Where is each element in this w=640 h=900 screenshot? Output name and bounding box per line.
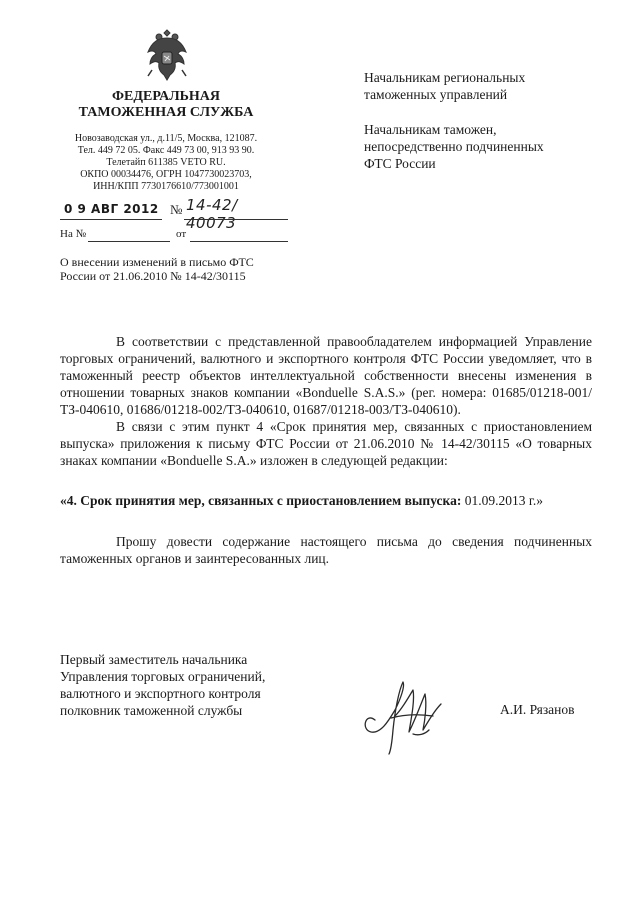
position-line: Управления торговых ограничений, xyxy=(60,669,266,684)
reference-row xyxy=(60,228,290,246)
reference-number-label: На № xyxy=(60,228,87,240)
sender-organization xyxy=(62,89,270,121)
outgoing-registration xyxy=(60,196,290,232)
letter-subject xyxy=(60,255,300,283)
recipient-line: непосредственно подчиненных xyxy=(364,139,544,154)
number-underline xyxy=(184,219,288,220)
recipient-group xyxy=(364,69,614,103)
recipient-line: таможенных управлений xyxy=(364,87,508,102)
recipient-line: Начальникам региональных xyxy=(364,70,526,85)
position-line: полковник таможенной службы xyxy=(60,703,243,718)
address-line: Тел. 449 72 05. Факс 449 73 00, 913 93 90. xyxy=(77,145,255,156)
recipients xyxy=(364,69,614,190)
signatory-position xyxy=(60,651,320,719)
date-underline xyxy=(60,219,162,220)
amended-clause-title: «4. Срок принятия мер, связанных с приостановлением выпуска: xyxy=(60,493,462,508)
address-line: ИНН/КПП 7730176610/773001001 xyxy=(93,181,239,192)
outgoing-date-stamp: 0 9 АВГ 2012 xyxy=(64,202,159,216)
subject-line: России от 21.06.2010 № 14-42/30115 xyxy=(60,269,246,283)
recipient-line: Начальникам таможен, xyxy=(364,122,497,137)
address-line: ОКПО 00034476, ОГРН 1047730023703, xyxy=(80,169,252,180)
reference-date-blank xyxy=(190,241,288,242)
outgoing-number: 14-42/ 40073 xyxy=(186,196,238,232)
reference-number-blank xyxy=(88,241,170,242)
recipient-line: ФТС России xyxy=(364,156,436,171)
org-line-1: ФЕДЕРАЛЬНАЯ xyxy=(111,89,220,104)
letter-body xyxy=(60,333,592,567)
subject-line: О внесении изменений в письмо ФТС xyxy=(60,255,254,269)
recipient-group xyxy=(364,121,614,172)
request-paragraph: Прошу довести содержание настоящего письма до сведения подчиненных таможенных органов и заинтересованных лиц. xyxy=(60,534,592,566)
position-line: валютного и экспортного контроля xyxy=(60,686,261,701)
address-line: Телетайп 611385 VETO RU. xyxy=(106,157,226,168)
handwritten-signature-icon xyxy=(355,670,465,760)
org-line-2: ТАМОЖЕННАЯ СЛУЖБА xyxy=(78,105,254,120)
amended-clause-date: 01.09.2013 г.» xyxy=(461,493,544,508)
body-paragraph-2: В связи с этим пункт 4 «Срок принятия мер, связанных с приостановлением выпуска» приложения к письму ФТС России от 21.06.2010 № 14-42/30115 «О товарных знаках компании «Bonduelle S.A.» изложен в следующей редакции: xyxy=(60,419,592,468)
eagle-emblem-icon xyxy=(144,26,190,84)
reference-from-label: от xyxy=(176,228,187,240)
number-sign: № xyxy=(170,202,183,217)
amended-clause xyxy=(60,492,592,509)
body-paragraph-1: В соответствии с представленной правообладателем информацией Управление торговых ограничений, валютного и экспортного контроля ФТС России уведомляет, что в таможенный реестр объектов интеллектуальной собственности внесены изменения в отношении товарных знаков компании «Bonduelle S.A.S.» (рег. номера: 01685/01218-001/ТЗ-040610, 01686/01218-002/ТЗ-040610, 01687/01218-003/ТЗ-040610). xyxy=(60,334,592,417)
position-line: Первый заместитель начальника xyxy=(60,652,248,667)
address-line: Новозаводская ул., д.11/5, Москва, 121087. xyxy=(74,133,258,144)
sender-address xyxy=(58,133,274,193)
signatory-name: А.И. Рязанов xyxy=(500,702,575,717)
